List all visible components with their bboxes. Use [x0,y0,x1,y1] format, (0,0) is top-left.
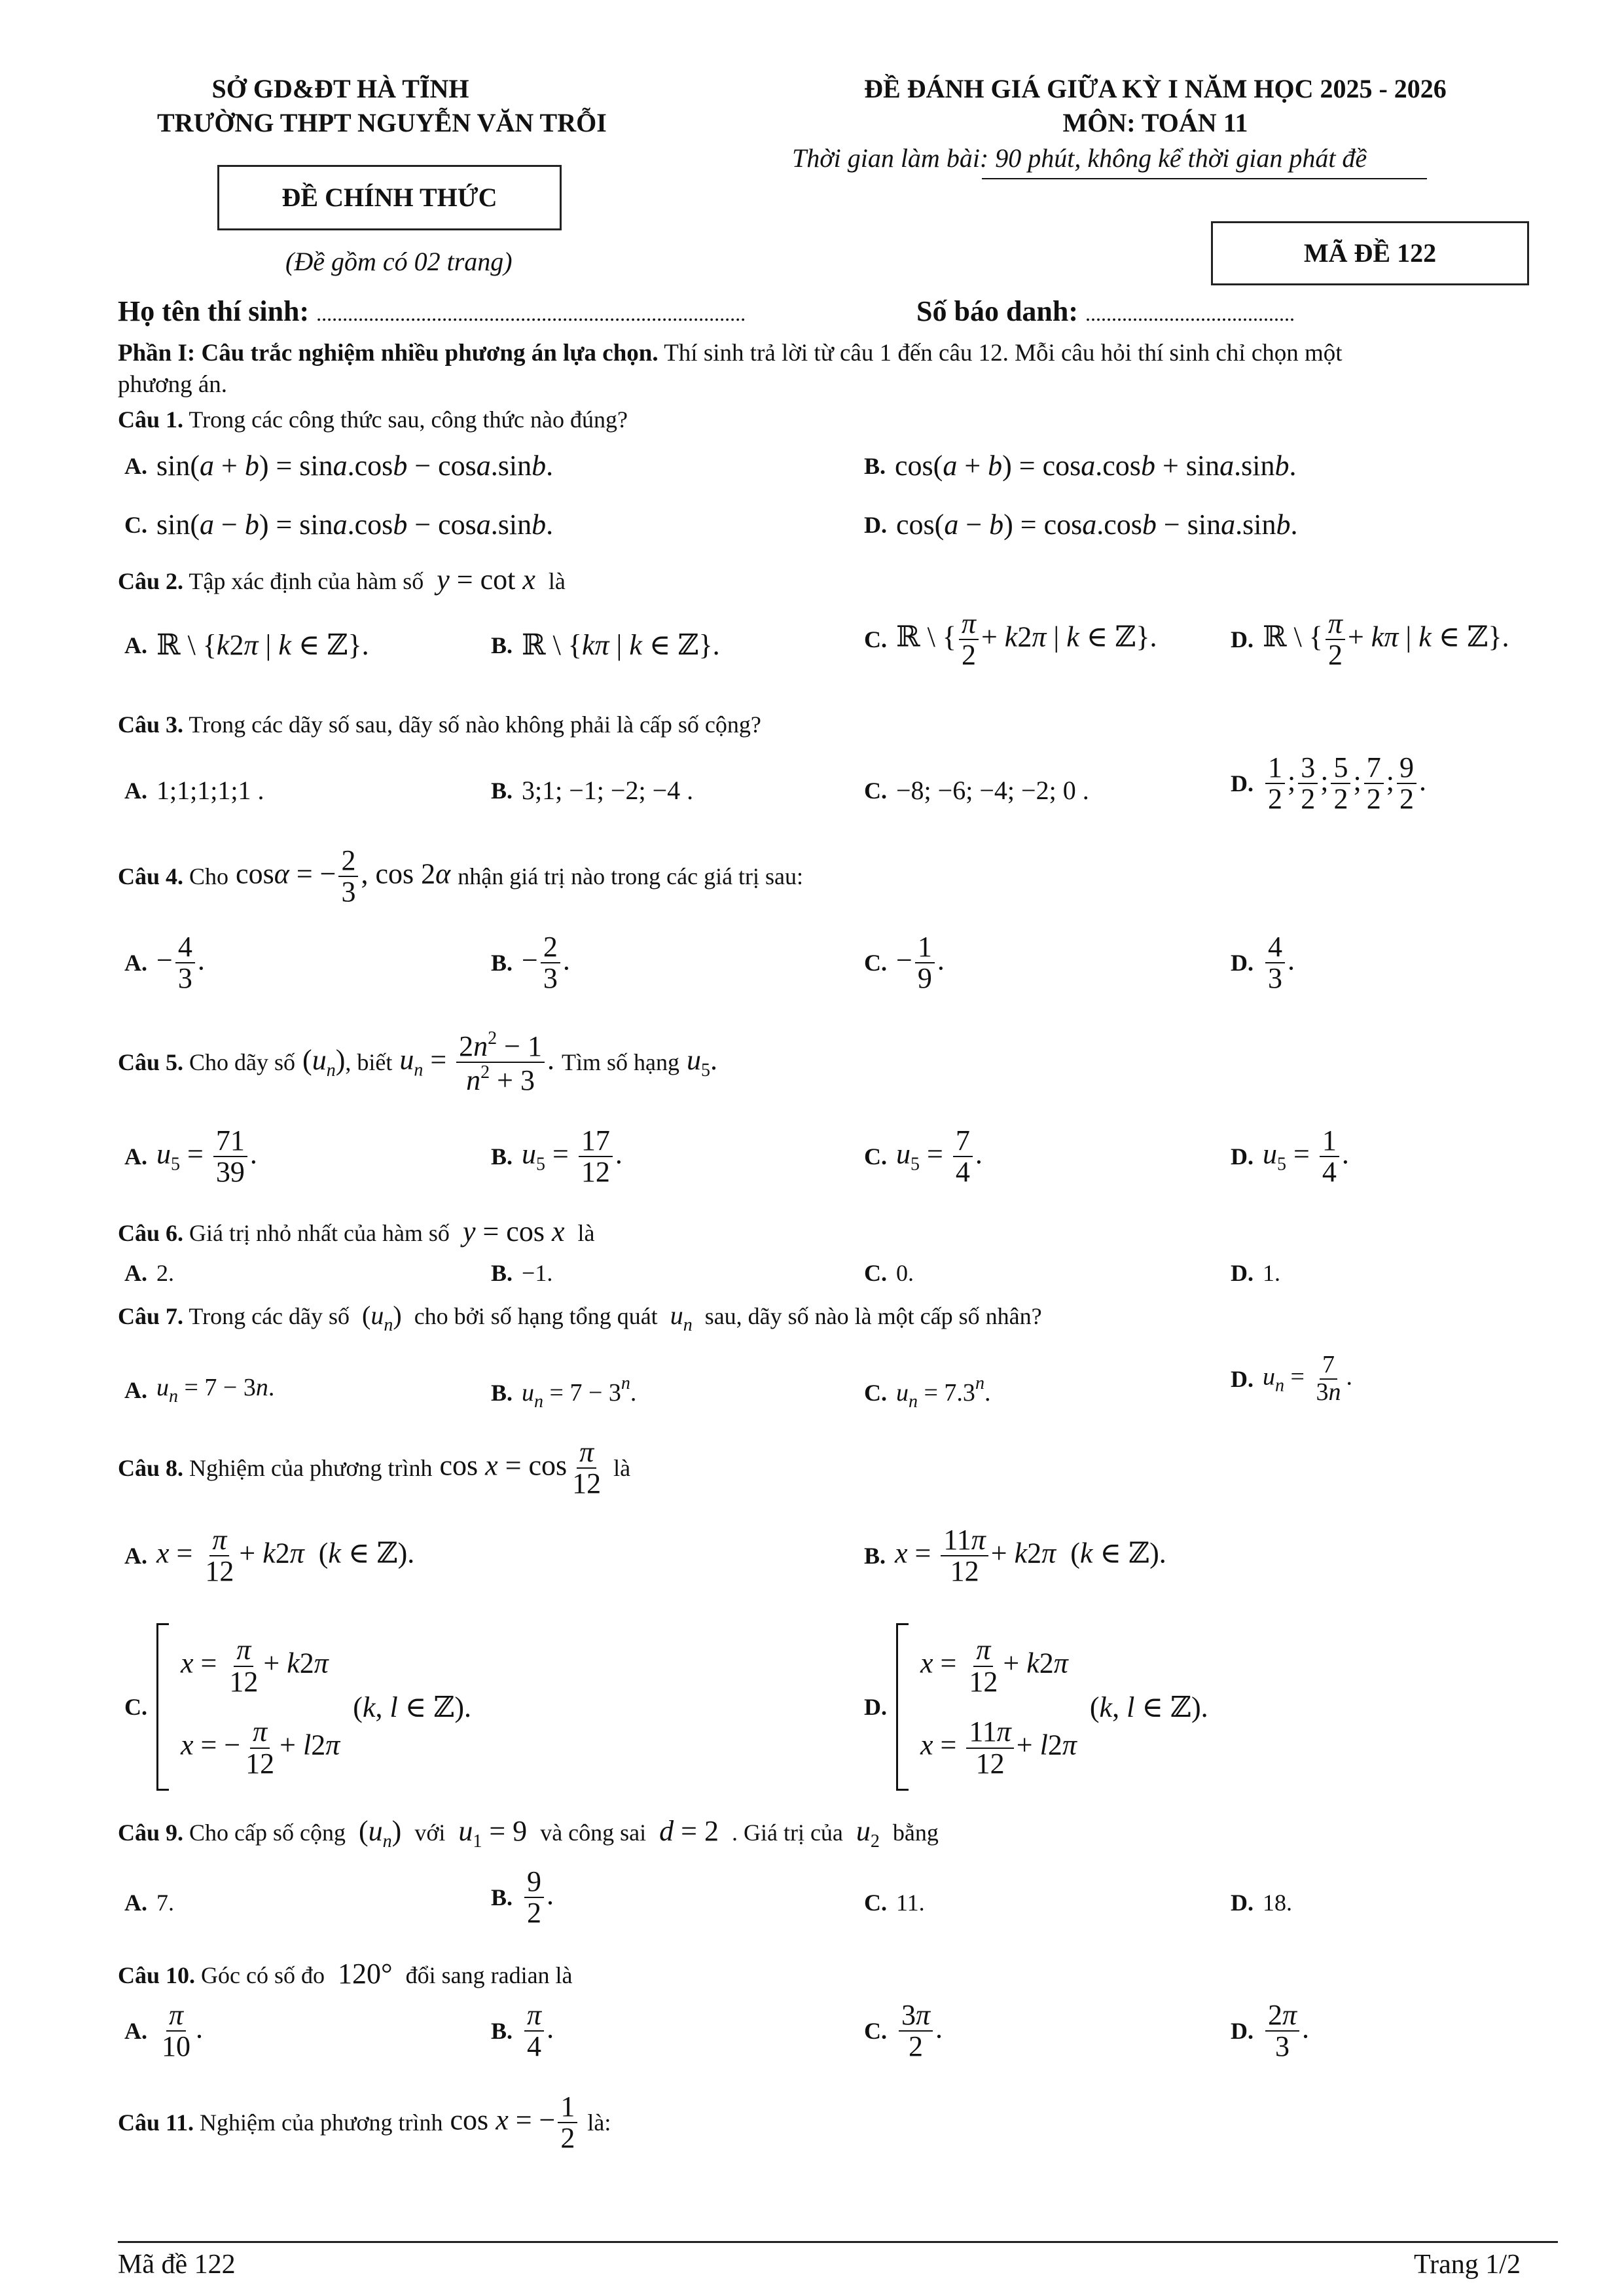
option-label: D. [864,1694,887,1720]
q9-tail2: bằng [892,1820,939,1846]
exam-code: MÃ ĐỀ 122 [1303,238,1437,268]
q8-option-c[interactable]: C. x = $\frac{\pi}{12}$ + k2π x = − $\frac{\pi}{12}$ + l2π (k, l ∈ ℤ). [124,1623,471,1791]
option-label: B. [491,1380,513,1406]
option-label: B. [864,1543,886,1570]
q5-text: Cho dãy số [189,1049,296,1076]
q11-text: Nghiệm của phương trình [200,2109,443,2136]
q1-text: Trong các công thức sau, công thức nào đúng? [189,406,628,433]
q7-option-c[interactable]: C. $u_n = 7.3^n$. [864,1373,991,1412]
q7-text: Trong các dãy số [189,1303,350,1329]
q9-text: Cho cấp số cộng [189,1820,346,1846]
q9-tail: . Giá trị của [731,1820,843,1846]
question-7: Câu 7. Trong các dãy số $(u_n)$ cho bởi số hạng tổng quát $u_n$ sau, dãy số nào là một cấp số nhân? [118,1300,1042,1335]
q11-label: Câu 11. [118,2109,194,2136]
option-label: A. [124,1890,147,1916]
q2-label: Câu 2. [118,568,184,594]
option-label: A. [124,452,147,479]
option-label: B. [864,452,886,479]
q6-option-a[interactable] [124,1259,174,1287]
q9-d-text: 18. [1263,1890,1292,1916]
q4-option-d[interactable]: D. $\frac{4}{3}$ . [1231,931,1295,995]
q9-option-b[interactable]: B. $\frac{9}{2}$ . [491,1865,554,1929]
official-stamp [217,165,562,230]
question-6: Câu 6. Giá trị nhỏ nhất của hàm số y = cos x là [118,1215,595,1247]
student-line [118,295,746,328]
q7-label: Câu 7. [118,1303,184,1329]
option-label: B. [491,632,513,658]
q3-text: Trong các dãy số sau, dãy số nào không phải là cấp số cộng? [189,711,761,738]
option-label: D. [1231,626,1254,653]
q9-a-text: 7. [156,1890,174,1916]
option-label: C. [864,626,887,653]
option-label: D. [1231,1143,1254,1170]
q9-c-text: 11. [896,1890,925,1916]
question-2: Câu 2. Tập xác định của hàm số y = cot x là [118,564,566,596]
question-11: Câu 11. Nghiệm của phương trình cos x = − $\frac{1}{2}$ là: [118,2090,611,2155]
question-1 [118,406,628,433]
footer-code: Mã đề 122 [118,2250,236,2280]
q2-tail: là [548,568,566,594]
q6-option-d[interactable] [1231,1259,1280,1287]
option-label: A. [124,950,147,977]
q9-label: Câu 9. [118,1820,184,1846]
option-label: C. [864,2018,887,2045]
part1-desc: Thí sinh trả lời từ câu 1 đến câu 12. Mỗi câu hỏi thí sinh chỉ chọn một [658,340,1343,367]
option-label: C. [864,1380,887,1406]
part1-instructions [118,338,1558,401]
option-label: C. [864,777,887,804]
option-label: A. [124,1260,147,1286]
option-label: D. [1231,1260,1254,1286]
q6-option-c[interactable] [864,1259,914,1287]
q7-option-b[interactable]: B. $u_n = 7 - 3^n$. [491,1373,637,1412]
q6-text: Giá trị nhỏ nhất của hàm số [189,1220,450,1246]
exam-code-box [1211,221,1529,285]
option-label: B. [491,1260,513,1286]
q9-option-c[interactable] [864,1889,925,1916]
q5-option-d[interactable]: D. $u_5$ = $\frac{1}{4}$ . [1231,1124,1349,1189]
q7-option-a[interactable]: A. $u_n = 7 - 3n$. [124,1374,275,1407]
q6-d-text: 1. [1263,1260,1280,1286]
q5-label: Câu 5. [118,1049,184,1076]
q8-option-a[interactable]: A. x = $\frac{\pi}{12}$ + k2π (k ∈ ℤ). [124,1524,415,1588]
subject: MÔN: TOÁN 11 [1062,108,1248,137]
option-label: B. [491,950,513,977]
q8-label: Câu 8. [118,1455,184,1482]
q6-a-text: 2. [156,1260,174,1286]
option-label: A. [124,2018,147,2045]
q11-tail: là: [587,2109,611,2136]
q8-tail: là [613,1455,631,1482]
question-5: Câu 5. Cho dãy số $(u_n)$ , biết $u_n$ = $\frac{2n^2 - 1}{n^2 + 3}$ . Tìm số hạng $u_5$. [118,1028,717,1097]
q1-option-d[interactable]: D. cos(a − b) = cosa.cosb − sina.sinb. [864,509,1298,541]
q6-b-text: −1. [522,1260,553,1286]
q1-option-b[interactable]: B. cos(a + b) = cosa.cosb + sina.sinb. [864,450,1297,482]
q6-label: Câu 6. [118,1220,184,1246]
id-label: Số báo danh: [916,295,1079,327]
footer-divider [118,2241,1558,2243]
q2-option-a[interactable]: A. ℝ \ {k2π | k ∈ ℤ}. [124,629,369,661]
q10-tail: đổi sang radian là [405,1962,573,1988]
q4-tail: nhận giá trị nào trong các giá trị sau: [458,863,804,890]
question-8: Câu 8. Nghiệm của phương trình cos x = cos $\frac{\pi}{12}$ là [118,1436,631,1500]
q10-option-b[interactable]: B. $\frac{\pi}{4}$ . [491,1999,554,2063]
q8-option-d[interactable]: D. x = $\frac{\pi}{12}$ + k2π x = $\frac{11\pi}{12}$ + l2π (k, l ∈ ℤ). [864,1623,1208,1791]
q3-label: Câu 3. [118,711,184,738]
time-note: Thời gian làm bài: 90 phút, không kể thời gian phát đề [792,143,1367,173]
q1-option-a[interactable]: A. sin(a + b) = sina.cosb − cosa.sinb. [124,450,554,482]
dept-name: SỞ GD&ĐT HÀ TĨNH [211,74,469,103]
option-label: C. [864,1260,887,1286]
q10-option-c[interactable]: C. $\frac{3\pi}{2}$ . [864,1999,943,2063]
q7-tail: sau, dãy số nào là một cấp số nhân? [704,1303,1042,1329]
name-label: Họ tên thí sinh: [118,295,310,327]
question-3 [118,711,761,738]
q3-option-d[interactable]: D. $\frac{1}{2}$ ; $\frac{3}{2}$ ; $\frac{5}{2}$ ; $\frac{7}{2}$ ; $\frac{9}{2}$ . [1231,751,1426,816]
q10-label: Câu 10. [118,1962,196,1988]
part1-title: Phần I: Câu trắc nghiệm nhiều phương án lựa chọn. [118,340,659,367]
option-label: D. [864,511,887,538]
name-dots: .................................................................................. [316,302,746,325]
option-label: C. [124,1694,147,1720]
question-10: Câu 10. Góc có số đo 120° đổi sang radian là [118,1958,573,1990]
time-underline [982,178,1427,179]
exam-title: ĐỀ ĐÁNH GIÁ GIỮA KỲ I NĂM HỌC 2025 - 2026 [864,74,1447,103]
option-label: C. [864,1143,887,1170]
q2-option-b[interactable]: B. ℝ \ {kπ | k ∈ ℤ}. [491,629,720,661]
q5-option-b[interactable]: B. $u_5$ = $\frac{17}{12}$ . [491,1124,623,1189]
q1-option-c[interactable]: C. sin(a − b) = sina.cosb − cosa.sinb. [124,509,554,541]
option-label: D. [1231,770,1254,797]
q7-option-d[interactable]: D. $u_n$ = $\frac{7}{3n}$ . [1231,1351,1352,1406]
option-label: B. [491,1143,513,1170]
option-label: D. [1231,1890,1254,1916]
id-line [916,295,1295,328]
q6-tail: là [577,1220,595,1246]
option-label: B. [491,2018,513,2045]
q6-option-b[interactable] [491,1259,552,1287]
option-label: A. [124,1377,147,1403]
q9-option-d[interactable] [1231,1889,1292,1916]
q5-tail: Tìm số hạng [561,1049,679,1076]
q8-option-b[interactable]: B. x = $\frac{11\pi}{12}$ + k2π (k ∈ ℤ). [864,1524,1166,1588]
option-label: A. [124,1143,147,1170]
q3-option-c[interactable]: C. −8; −6; −4; −2; 0 . [864,776,1089,805]
q10-text: Góc có số đo [201,1962,325,1988]
option-label: C. [864,1890,887,1916]
pages-note: (Đề gồm có 02 trang) [285,247,513,276]
q4-label: Câu 4. [118,863,184,890]
question-9: Câu 9. Cho cấp số cộng $(u_n)$ với $u_1 = 9$ và công sai d = 2 . Giá trị của $u_2$ bằng [118,1815,939,1852]
question-4: Câu 4. Cho cosα = − $\frac{2}{3}$ , cos 2α nhận giá trị nào trong các giá trị sau: [118,844,804,908]
q9-mid: với [414,1820,446,1846]
q2-option-c[interactable]: C. ℝ \ { $\frac{\pi}{2}$ + k2π | k ∈ ℤ}. [864,607,1157,672]
option-label: C. [864,950,887,977]
option-label: D. [1231,950,1254,977]
q10-option-d[interactable]: D. $\frac{2\pi}{3}$ . [1231,1999,1310,2063]
q8-text: Nghiệm của phương trình [189,1455,433,1482]
official-label: ĐỀ CHÍNH THỨC [281,183,497,212]
q9-mid2: và công sai [540,1820,647,1846]
q2-option-d[interactable]: D. ℝ \ { $\frac{\pi}{2}$ + kπ | k ∈ ℤ}. [1231,607,1509,672]
q4-text: Cho [189,863,229,890]
option-label: D. [1231,1365,1254,1392]
q10-option-a[interactable]: A. $\frac{\pi}{10}$ . [124,1999,203,2063]
q6-c-text: 0. [896,1260,914,1286]
q4-option-c[interactable]: C. − $\frac{1}{9}$ . [864,931,945,995]
q4-option-b[interactable]: B. − $\frac{2}{3}$ . [491,931,570,995]
q1-label: Câu 1. [118,406,184,433]
q5-option-c[interactable]: C. $u_5$ = $\frac{7}{4}$ . [864,1124,983,1189]
option-label: B. [491,1884,513,1911]
q7-mid: cho bởi số hạng tổng quát [414,1303,658,1329]
q3-option-b[interactable]: B. 3;1; −1; −2; −4 . [491,776,694,805]
q9-option-a[interactable] [124,1889,174,1916]
q4-option-a[interactable]: A. − $\frac{4}{3}$ . [124,931,205,995]
part1-desc2: phương án. [118,371,228,398]
id-dots: ........................................ [1085,302,1295,325]
option-label: A. [124,632,147,658]
q3-option-a[interactable]: A. 1;1;1;1;1 . [124,776,264,805]
q5-mid: , biết [345,1049,393,1076]
school-name: TRƯỜNG THPT NGUYỄN VĂN TRỖI [157,108,607,137]
option-label: D. [1231,2018,1254,2045]
option-label: C. [124,511,147,538]
option-label: A. [124,777,147,804]
q5-option-a[interactable]: A. $u_5$ = $\frac{71}{39}$ . [124,1124,257,1189]
footer-page: Trang 1/2 [1414,2250,1521,2280]
q2-text: Tập xác định của hàm số [189,568,424,594]
option-label: B. [491,777,513,804]
option-label: A. [124,1543,147,1570]
